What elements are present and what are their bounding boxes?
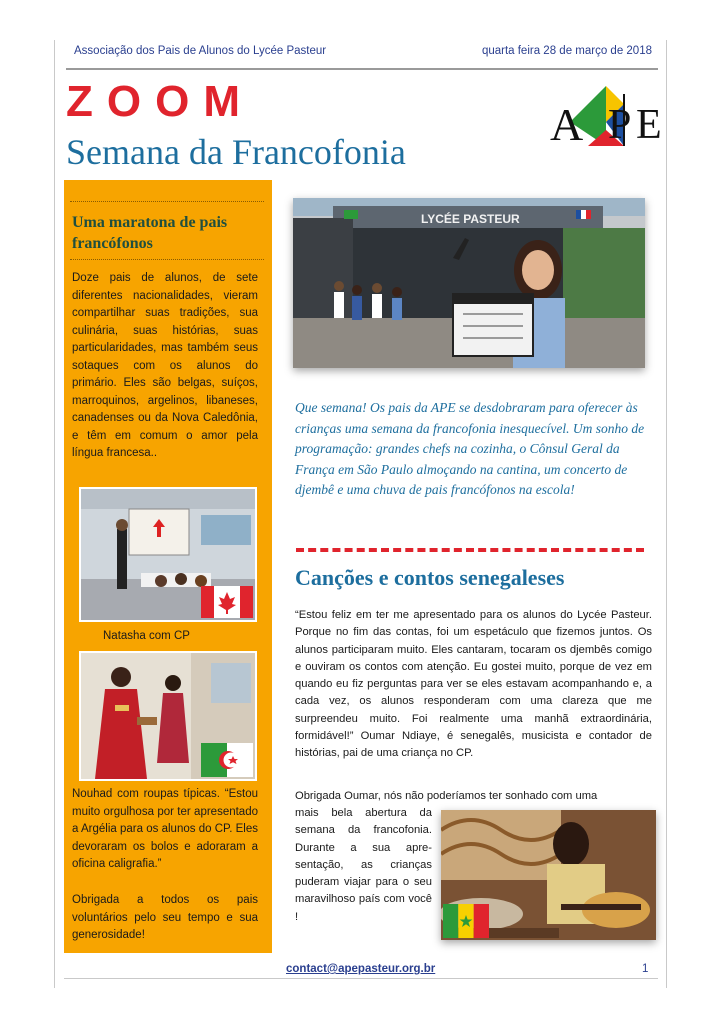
musician-quote: “Estou feliz em ter me apresentado para os alunos do Lycée Pasteur. Porque no fim das contas, foi um espetáculo que fizemos juntos. Os alunos participaram muito. Eles cantaram, tocaram os djembês comigo e ouviram os contos com atenção. Eu gostei muito, porque de vez em quando eu fiz perguntas para ver se eles estavam acompanhando e, a cada vez, os alunos responderam com uma clareza que me surpreendeu muito. Foi realmente uma manhã extraordinária, formidável!” Oumar Ndiaye, é senegalês, musicista e contador de histórias, pai de uma criança no CP.: [295, 609, 652, 760]
sidebar-closing: Obrigada a todos os pais voluntários pelo seu tempo e sua generosidade!: [72, 894, 258, 941]
page-number: 1: [642, 963, 649, 975]
sidebar-divider: [70, 201, 264, 202]
thanks-first-line: Obrigada Oumar, nós não poderíamos ter sonhado com uma: [295, 790, 598, 802]
canada-flag-icon: [201, 586, 253, 618]
zoom-label: ZOOM: [66, 77, 254, 126]
svg-text:A: A: [550, 99, 584, 150]
sidebar-paragraph: Doze pais de alunos, de sete diferentes nacionalidades, vieram compartilhar suas tradições, sua culinária, suas histórias, suas particularidades, mas também seus sotaques com os alunos do primário. Eles são belgas, suíços, marroquinos, argelinos, libaneses, canadenses ou da Nova Caledônia, e têm em comum o amor pela língua francesa..: [72, 272, 258, 459]
sidebar-divider: [70, 259, 264, 260]
svg-text:E: E: [636, 102, 662, 148]
thanks-paragraph: mais bela abertura da semana da francofonia. Durante a sua apre-sentação, as crianças puderam viajar para o seu maravilhoso país com você !: [295, 807, 432, 923]
musician-photo: [441, 810, 656, 940]
school-entrance-illustration: [293, 198, 645, 368]
header-rule: [66, 68, 658, 70]
sidebar-quote: Nouhad com roupas típicas. “Estou muito orgulhosa por ter apresentado a Argélia para os alunos do CP. Eles devoraram os bolos e adoraram a oficina caligrafia.”: [72, 788, 258, 870]
page-title: Semana da Francofonia: [66, 132, 406, 172]
classroom-photo: [79, 487, 257, 622]
algeria-flag-icon: [201, 743, 253, 777]
senegal-flag-icon: [443, 904, 489, 938]
page-border-left: [54, 40, 55, 988]
ape-logo: [548, 74, 674, 154]
kaftan-photo: [79, 651, 257, 781]
school-sign: LYCÉE PASTEUR: [421, 212, 520, 226]
section-divider: [296, 548, 644, 552]
header-date: quarta feira 28 de março de 2018: [481, 45, 652, 57]
svg-text:P: P: [608, 102, 632, 148]
lead-paragraph: Que semana! Os pais da APE se desdobraram para oferecer às crianças uma semana da francofonia inesquecível. Um sonho de programação: grandes chefs na cozinha, o Cônsul Geral da França em São Paulo almoçando na cantina, um concerto de djembê e uma chuva de pais francófonos na escola!: [295, 400, 645, 497]
sidebar-heading: Uma maratona de pais francófonos: [72, 214, 228, 252]
photo-caption: Natasha com CP: [103, 630, 190, 642]
lycee-pasteur-photo: [293, 198, 645, 368]
section-title: Canções e contos senegaleses: [295, 565, 565, 590]
footer-rule: [64, 978, 658, 979]
header-organization: Associação dos Pais de Alunos do Lycée Pasteur: [74, 45, 327, 57]
page-border-right: [666, 40, 667, 988]
contact-email-link[interactable]: contact@apepasteur.org.br: [286, 963, 436, 975]
